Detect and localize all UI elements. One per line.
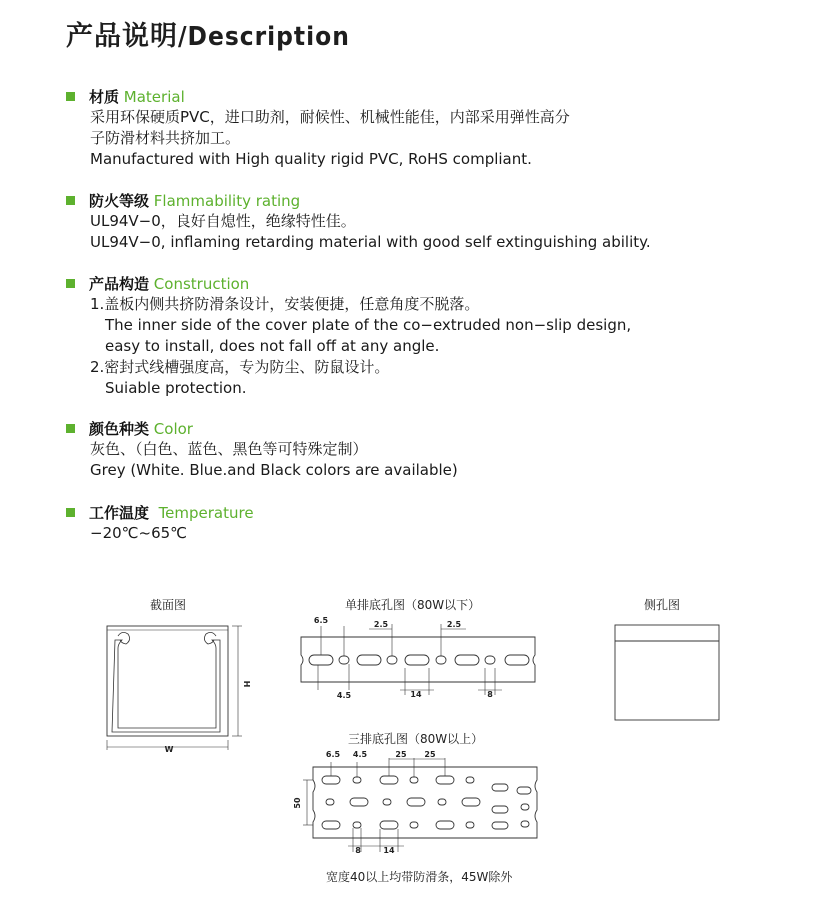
flammability-line-1: UL94V−0，良好自熄性，绝缘特性佳。: [90, 212, 356, 230]
construction-line-5: Suiable protection.: [105, 379, 247, 397]
dim-h-label: H: [242, 680, 251, 688]
flammability-line-2: UL94V−0, inflaming retarding material with good self extinguishing ability.: [90, 233, 651, 251]
single-dim-6-5: 6.5: [313, 616, 329, 625]
material-line-3: Manufactured with High quality rigid PVC, RoHS compliant.: [90, 150, 532, 168]
cross-section-label: 截面图: [150, 598, 187, 612]
construction-line-1: 1.盖板内侧共挤防滑条设计，安装便捷，任意角度不脱落。: [90, 295, 480, 313]
single-dim-8: 8: [487, 690, 493, 699]
single-dim-14: 14: [410, 690, 422, 699]
section-heading: 防火等级 Flammability rating: [66, 191, 651, 211]
triple-dim-25-a: 25: [395, 750, 407, 759]
color-line-1: 灰色、（白色、蓝色、黑色等可特殊定制）: [90, 440, 368, 458]
triple-row-drawing: [303, 758, 537, 852]
triple-dim-25-b: 25: [424, 750, 436, 759]
triple-dim-8: 8: [355, 846, 361, 855]
side-hole-label: 侧孔图: [644, 598, 681, 612]
triple-dim-4-5: 4.5: [352, 750, 368, 759]
section-heading: 材质 Material: [66, 87, 570, 107]
construction-line-2: The inner side of the cover plate of the co−extruded non−slip design,: [105, 316, 632, 334]
triple-dim-6-5: 6.5: [325, 750, 341, 759]
temperature-line-1: −20℃~65℃: [90, 524, 188, 542]
single-dim-2-5-b: 2.5: [446, 620, 462, 629]
single-row-drawing: [301, 624, 535, 695]
single-dim-4-5: 4.5: [336, 691, 352, 700]
title-cn: 产品说明: [66, 21, 178, 52]
triple-dim-50: 50: [293, 797, 302, 809]
color-line-2: Grey (White. Blue.and Black colors are available): [90, 461, 458, 479]
note-text: 宽度40以上均带防滑条，45W除外: [326, 870, 513, 884]
title-en: /Description: [178, 22, 350, 52]
section-heading: 产品构造 Construction: [66, 274, 631, 294]
side-hole-drawing: [615, 625, 719, 720]
single-row-label: 单排底孔图（80W以下）: [345, 598, 481, 612]
triple-row-label: 三排底孔图（80W以上）: [348, 732, 484, 746]
section-heading: 颜色种类 Color: [66, 419, 458, 439]
construction-line-4: 2.密封式线槽强度高，专为防尘、防鼠设计。: [90, 358, 390, 376]
material-line-1: 采用环保硬质PVC，进口助剂，耐候性、机械性能佳，内部采用弹性高分: [90, 108, 570, 126]
section-heading: 工作温度 Temperature: [66, 503, 254, 523]
single-dim-2-5-a: 2.5: [373, 620, 389, 629]
material-line-2: 子防滑材料共挤加工。: [90, 129, 241, 147]
triple-dim-14: 14: [383, 846, 395, 855]
construction-line-3: easy to install, does not fall off at any angle.: [105, 337, 440, 355]
cross-section-drawing: [107, 626, 242, 750]
dim-w-label: W: [164, 745, 174, 754]
